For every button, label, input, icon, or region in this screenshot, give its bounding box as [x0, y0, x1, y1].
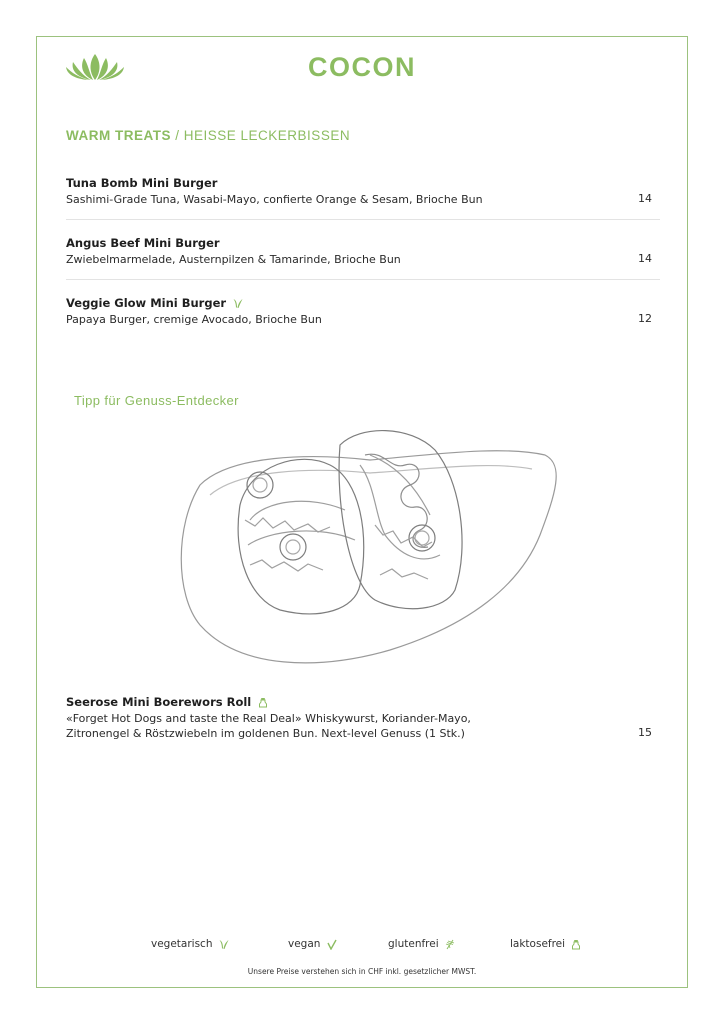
legend-gluten-free — [388, 938, 455, 950]
legend-vegan-label: vegan — [288, 938, 321, 950]
vegan-icon — [327, 939, 337, 950]
divider — [66, 279, 660, 280]
section-title — [66, 128, 350, 143]
menu-item-name: Tuna Bomb Mini Burger — [66, 176, 218, 190]
divider — [66, 219, 660, 220]
menu-item-price: 12 — [638, 312, 652, 325]
menu-item-name: Veggie Glow Mini Burger — [66, 296, 227, 310]
legend-lactose-free — [510, 938, 581, 950]
menu-item-price: 15 — [638, 726, 652, 739]
section-title-main: WARM TREATS — [66, 128, 171, 143]
menu-item — [66, 296, 658, 327]
wheat-icon — [445, 939, 455, 950]
menu-item — [66, 176, 658, 207]
legend-vegetarian-label: vegetarisch — [151, 938, 213, 950]
legend-lactose-free-label: laktosefrei — [510, 938, 566, 950]
menu-item-price: 14 — [638, 252, 652, 265]
lactose-free-icon — [258, 697, 268, 708]
menu-item-special — [66, 695, 658, 741]
menu-item-description-line1: «Forget Hot Dogs and taste the Real Deal» Whiskywurst, Koriander-Mayo, — [66, 712, 471, 725]
menu-item-description-line2: Zitronengel & Röstzwiebeln im goldenen Bun. Next-level Genuss (1 Stk.) — [66, 727, 465, 740]
section-title-sub: / HEISSE LECKERBISSEN — [175, 128, 351, 143]
price-footnote: Unsere Preise verstehen sich in CHF inkl. gesetzlicher MWST. — [247, 967, 477, 976]
brand-name: COCON — [308, 52, 416, 82]
lactose-free-icon — [571, 939, 581, 950]
menu-item-name-row — [66, 296, 658, 310]
menu-item-description: Papaya Burger, cremige Avocado, Brioche Bun — [66, 313, 322, 326]
menu-item-name-row — [66, 695, 658, 709]
vegetarian-icon — [233, 298, 243, 309]
legend-vegan — [288, 938, 337, 950]
legend-gluten-free-label: glutenfrei — [388, 938, 439, 950]
menu-item — [66, 236, 658, 267]
vegetarian-icon — [219, 939, 229, 950]
menu-item-price: 14 — [638, 192, 652, 205]
menu-item-description: Zwiebelmarmelade, Austernpilzen & Tamarinde, Brioche Bun — [66, 253, 401, 266]
tip-heading: Tipp für Genuss-Entdecker — [74, 393, 239, 408]
food-illustration — [170, 425, 570, 675]
menu-item-description: Sashimi-Grade Tuna, Wasabi-Mayo, confierte Orange & Sesam, Brioche Bun — [66, 193, 483, 206]
legend-vegetarian — [151, 938, 229, 950]
menu-item-name: Angus Beef Mini Burger — [66, 236, 220, 250]
menu-item-name: Seerose Mini Boerewors Roll — [66, 695, 252, 709]
